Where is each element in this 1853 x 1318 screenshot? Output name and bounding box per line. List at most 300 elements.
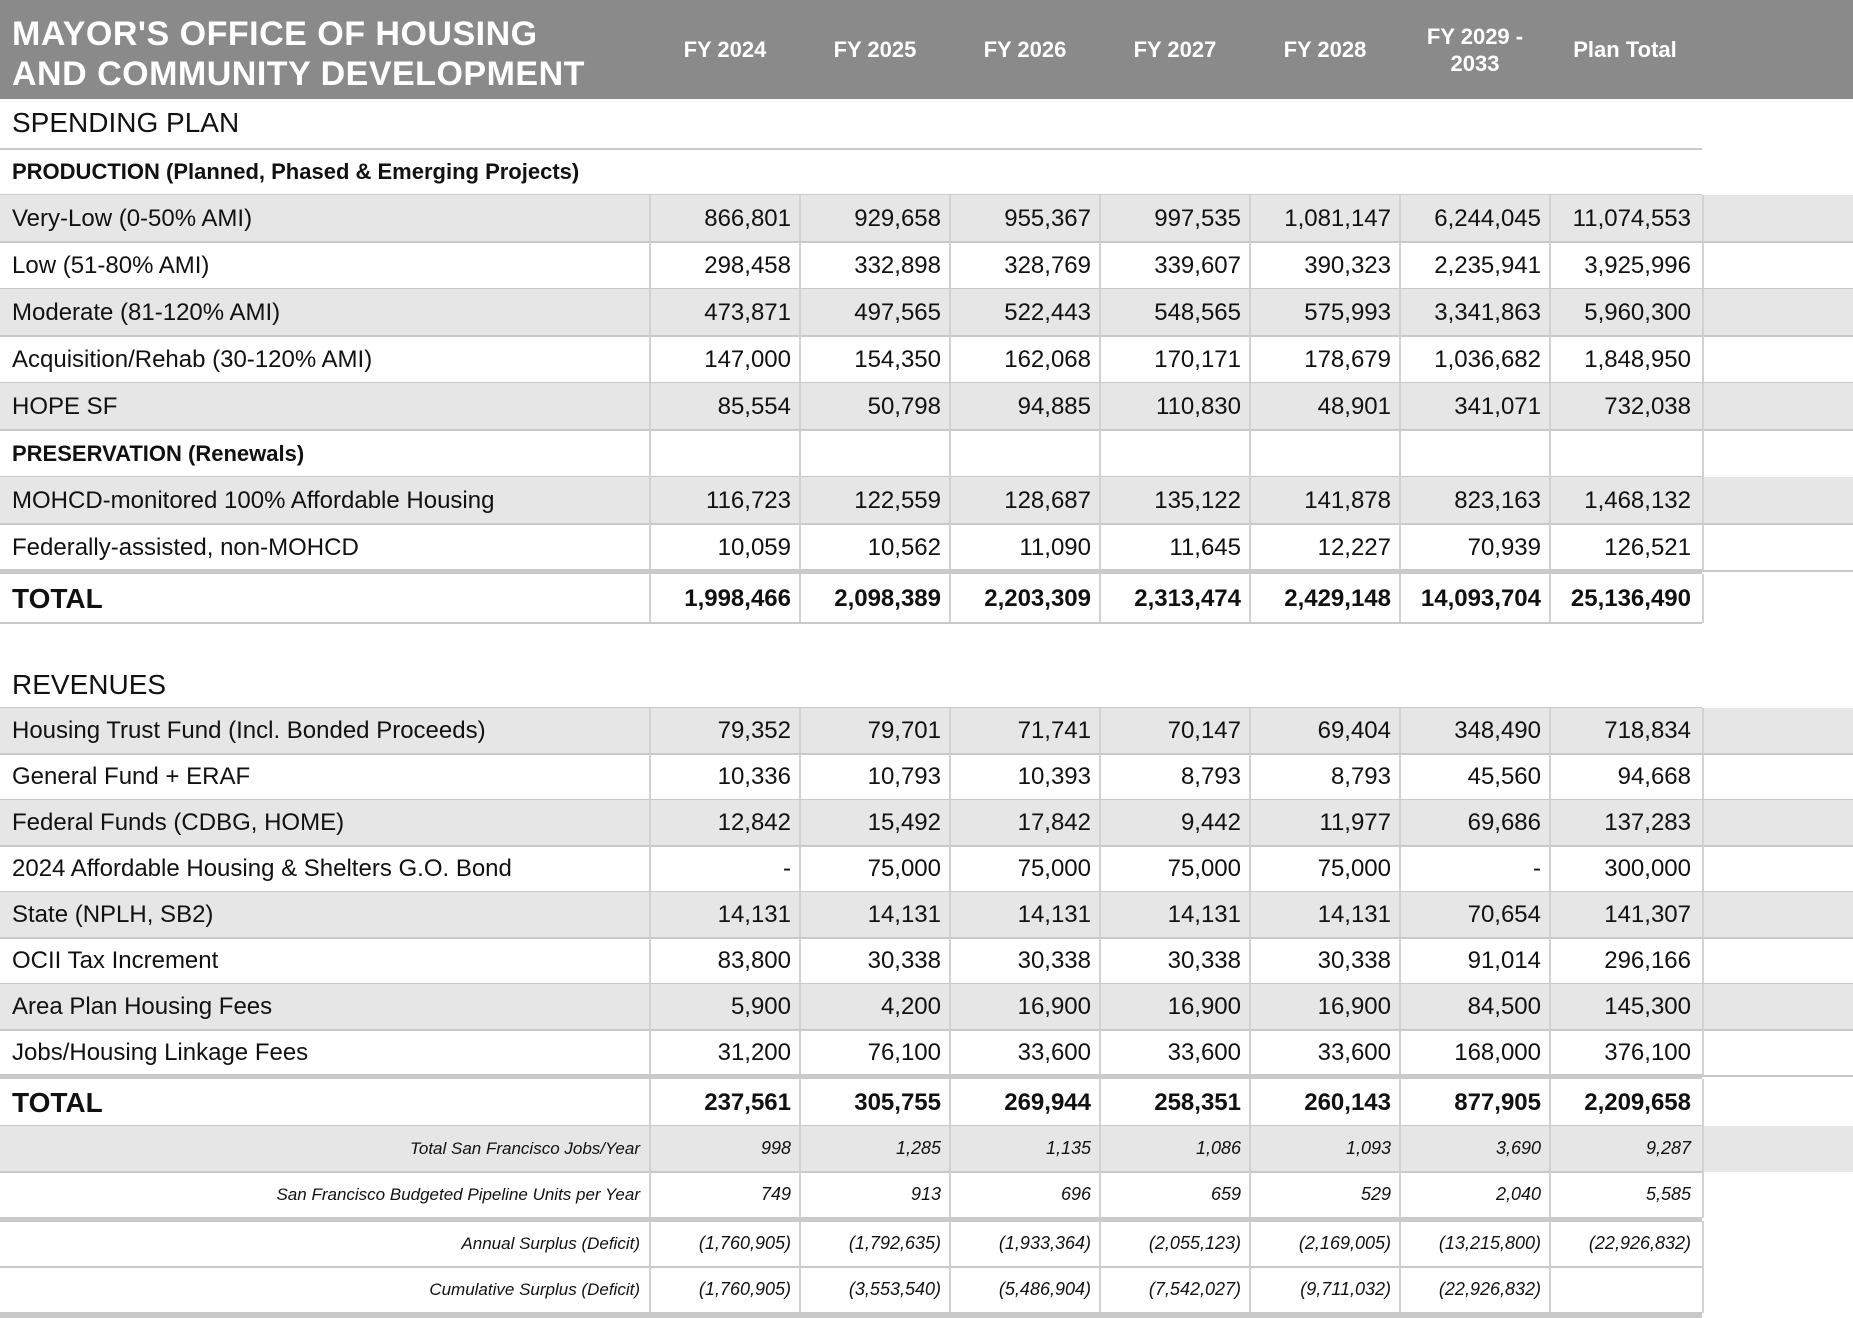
table-cell: 30,338	[1017, 947, 1091, 974]
column-divider	[799, 524, 801, 571]
table-cell: 14,131	[1167, 901, 1241, 928]
row-divider	[0, 1171, 1702, 1173]
table-cell: 1,135	[1045, 1138, 1091, 1158]
column-divider	[949, 242, 951, 289]
table-cell: 2,040	[1495, 1184, 1541, 1204]
table-cell: 162,068	[1004, 345, 1091, 373]
table-cell: 10,059	[717, 533, 791, 561]
table-cell: 659	[1210, 1184, 1241, 1204]
table-cell: 14,093,704	[1420, 584, 1541, 612]
column-divider	[1399, 708, 1401, 754]
column-divider	[1399, 800, 1401, 846]
column-divider	[799, 892, 801, 938]
table-cell: 33,600	[1317, 1039, 1391, 1066]
table-cell: (1,760,905)	[698, 1233, 791, 1253]
table-cell: 79,701	[867, 717, 941, 744]
column-divider	[1099, 846, 1101, 892]
column-divider	[799, 1221, 801, 1267]
table-cell: 45,560	[1467, 763, 1541, 790]
table-cell: 575,993	[1304, 298, 1391, 326]
table-cell: 178,679	[1304, 345, 1391, 373]
column-divider	[1099, 383, 1101, 430]
column-divider	[799, 1079, 801, 1126]
column-divider	[1399, 289, 1401, 336]
column-header: FY 2029 - 2033	[1426, 23, 1524, 76]
column-divider	[649, 242, 651, 289]
table-cell: 31,200	[717, 1039, 791, 1066]
column-divider	[1399, 430, 1401, 477]
table-cell: 12,227	[1317, 533, 1391, 561]
column-divider	[649, 708, 651, 754]
column-divider	[649, 289, 651, 336]
table-cell: 296,166	[1604, 947, 1691, 974]
column-divider	[1399, 574, 1401, 623]
row-label: Cumulative Surplus (Deficit)	[429, 1280, 640, 1299]
table-cell: 1,036,682	[1434, 345, 1541, 373]
column-divider	[1549, 984, 1551, 1030]
table-cell: 147,000	[704, 345, 791, 373]
column-divider	[1249, 892, 1251, 938]
column-divider	[1099, 242, 1101, 289]
table-cell: 15,492	[867, 809, 941, 836]
column-divider	[949, 892, 951, 938]
column-divider	[649, 984, 651, 1030]
table-cell: 168,000	[1454, 1039, 1541, 1066]
column-divider	[1399, 242, 1401, 289]
table-cell: 76,100	[867, 1039, 941, 1066]
table-cell: 25,136,490	[1570, 584, 1691, 612]
column-divider	[949, 1126, 951, 1172]
column-divider	[649, 1126, 651, 1172]
column-divider	[1549, 1172, 1551, 1218]
table-cell: 258,351	[1154, 1088, 1241, 1116]
table-cell: 17,842	[1017, 809, 1091, 836]
column-divider	[1249, 289, 1251, 336]
column-divider	[1099, 574, 1101, 623]
column-divider	[799, 477, 801, 524]
row-label: OCII Tax Increment	[12, 947, 219, 974]
column-divider	[1399, 1030, 1401, 1076]
table-cell: 110,830	[1156, 392, 1241, 420]
column-divider	[1399, 1079, 1401, 1126]
table-cell: 998	[760, 1138, 791, 1158]
table-cell: 70,939	[1467, 533, 1541, 561]
column-divider	[949, 383, 951, 430]
column-divider	[1702, 336, 1704, 383]
column-divider	[1549, 574, 1551, 623]
table-cell: 71,741	[1017, 717, 1091, 744]
column-divider	[1249, 1267, 1251, 1313]
column-divider	[799, 289, 801, 336]
column-divider	[1249, 1172, 1251, 1218]
column-header: Plan Total	[1573, 37, 1677, 62]
row-label: San Francisco Budgeted Pipeline Units per Year	[276, 1185, 640, 1204]
row-divider	[0, 523, 1853, 525]
column-divider	[1702, 430, 1704, 477]
column-divider	[1702, 1172, 1704, 1218]
row-label: Federally-assisted, non-MOHCD	[12, 533, 359, 561]
table-cell: 955,367	[1004, 204, 1091, 232]
column-divider	[799, 1030, 801, 1076]
row-label: Federal Funds (CDBG, HOME)	[12, 809, 345, 836]
table-cell: (3,553,540)	[848, 1279, 941, 1299]
table-cell: 332,898	[854, 251, 941, 279]
column-divider	[1099, 1030, 1101, 1076]
table-cell: 2,209,658	[1584, 1088, 1691, 1116]
table-cell: 497,565	[854, 298, 941, 326]
column-divider	[799, 846, 801, 892]
column-divider	[1702, 1126, 1704, 1172]
column-divider	[799, 1172, 801, 1218]
column-divider	[1249, 1126, 1251, 1172]
column-divider	[1249, 846, 1251, 892]
column-divider	[1702, 892, 1704, 938]
column-divider	[1549, 938, 1551, 984]
column-divider	[1549, 524, 1551, 571]
column-divider	[1702, 289, 1704, 336]
row-divider	[0, 148, 1702, 150]
column-divider	[1549, 336, 1551, 383]
column-divider	[1099, 938, 1101, 984]
column-divider	[649, 1030, 651, 1076]
table-cell: 823,163	[1454, 486, 1541, 514]
column-header: FY 2026	[983, 37, 1067, 62]
column-divider	[1099, 1172, 1101, 1218]
table-cell: 14,131	[867, 901, 941, 928]
column-divider	[1702, 846, 1704, 892]
row-divider	[0, 335, 1853, 337]
table-cell: 69,686	[1467, 809, 1541, 836]
bottom-rule	[0, 1313, 1702, 1318]
column-divider	[649, 846, 651, 892]
column-divider	[1399, 336, 1401, 383]
column-divider	[1399, 477, 1401, 524]
table-cell: 913	[910, 1184, 941, 1204]
table-cell: (9,711,032)	[1300, 1279, 1391, 1299]
column-divider	[1399, 846, 1401, 892]
column-divider	[799, 1126, 801, 1172]
table-cell: 5,585	[1645, 1184, 1691, 1204]
column-divider	[1099, 1221, 1101, 1267]
column-divider	[1702, 1267, 1704, 1313]
row-label: State (NPLH, SB2)	[12, 901, 214, 928]
table-cell: 70,147	[1167, 717, 1241, 744]
table-cell: 718,834	[1604, 717, 1691, 744]
row-label: Low (51-80% AMI)	[12, 251, 210, 279]
column-divider	[1249, 430, 1251, 477]
row-label: Housing Trust Fund (Incl. Bonded Proceeds)	[12, 717, 486, 744]
table-cell: 300,000	[1604, 855, 1691, 882]
column-divider	[949, 984, 951, 1030]
row-label: Total San Francisco Jobs/Year	[410, 1139, 640, 1158]
table-cell: 8,793	[1180, 763, 1241, 790]
total-rule	[0, 1074, 1702, 1079]
row-divider	[0, 429, 1853, 431]
row-divider	[0, 622, 1702, 624]
column-divider	[799, 195, 801, 242]
column-divider	[1249, 574, 1251, 623]
table-cell: 339,607	[1154, 251, 1241, 279]
column-divider	[949, 524, 951, 571]
row-divider	[0, 937, 1853, 939]
table-cell: 10,793	[867, 763, 941, 790]
column-divider	[1702, 524, 1704, 571]
row-divider	[0, 1266, 1702, 1268]
table-cell: 328,769	[1004, 251, 1091, 279]
row-label: Area Plan Housing Fees	[12, 993, 273, 1020]
table-cell: 14,131	[1317, 901, 1391, 928]
column-divider	[799, 430, 801, 477]
table-cell: 69,404	[1317, 717, 1391, 744]
column-divider	[1249, 938, 1251, 984]
total-rule	[0, 569, 1702, 574]
table-cell: 16,900	[1017, 993, 1091, 1020]
column-divider	[1702, 1030, 1704, 1076]
section-heading: REVENUES	[12, 669, 167, 700]
table-cell: 91,014	[1467, 947, 1541, 974]
column-divider	[1549, 754, 1551, 800]
table-cell: 1,848,950	[1584, 345, 1691, 373]
column-divider	[949, 938, 951, 984]
column-divider	[1249, 195, 1251, 242]
column-divider	[1099, 708, 1101, 754]
table-cell: 2,313,474	[1134, 584, 1241, 612]
table-cell: 3,690	[1495, 1138, 1541, 1158]
table-cell: 877,905	[1454, 1088, 1541, 1116]
table-cell: 376,100	[1604, 1039, 1691, 1066]
table-cell: 50,798	[867, 392, 941, 420]
subsection-heading: PRODUCTION (Planned, Phased & Emerging Projects)	[12, 159, 580, 184]
table-cell: 145,300	[1604, 993, 1691, 1020]
column-divider	[1099, 800, 1101, 846]
column-divider	[949, 708, 951, 754]
table-cell: 1,285	[895, 1138, 941, 1158]
row-label: Annual Surplus (Deficit)	[461, 1234, 640, 1253]
table-cell: (22,926,832)	[1588, 1233, 1691, 1253]
table-cell: 12,842	[717, 809, 791, 836]
column-divider	[799, 383, 801, 430]
column-divider	[1249, 383, 1251, 430]
column-header: FY 2028	[1283, 37, 1367, 62]
surplus-rule	[0, 1217, 1702, 1222]
column-divider	[1702, 938, 1704, 984]
table-cell: 2,235,941	[1434, 251, 1541, 279]
table-cell: 11,977	[1319, 809, 1391, 836]
column-divider	[949, 800, 951, 846]
table-cell: (1,760,905)	[698, 1279, 791, 1299]
table-cell: 260,143	[1304, 1088, 1391, 1116]
column-divider	[1702, 708, 1704, 754]
table-cell: (13,215,800)	[1438, 1233, 1541, 1253]
row-divider	[0, 1029, 1853, 1031]
table-cell: 866,801	[704, 204, 791, 232]
table-cell: 298,458	[704, 251, 791, 279]
column-divider	[1099, 1079, 1101, 1126]
table-cell: 30,338	[1167, 947, 1241, 974]
column-divider	[799, 574, 801, 623]
column-divider	[1399, 938, 1401, 984]
column-divider	[1549, 1079, 1551, 1126]
table-cell: 137,283	[1604, 809, 1691, 836]
column-divider	[1549, 800, 1551, 846]
column-divider	[1549, 846, 1551, 892]
column-divider	[949, 1030, 951, 1076]
column-divider	[1549, 195, 1551, 242]
table-cell: 5,900	[730, 993, 791, 1020]
column-divider	[649, 938, 651, 984]
column-divider	[1099, 1126, 1101, 1172]
column-divider	[1099, 195, 1101, 242]
table-cell: 390,323	[1304, 251, 1391, 279]
column-divider	[649, 1172, 651, 1218]
table-cell: 75,000	[1317, 855, 1391, 882]
column-divider	[1249, 708, 1251, 754]
column-divider	[949, 1267, 951, 1313]
column-divider	[1099, 524, 1101, 571]
table-cell: 11,645	[1169, 533, 1241, 561]
table-cell: 473,871	[704, 298, 791, 326]
table-cell: 10,562	[867, 533, 941, 561]
table-cell: 5,960,300	[1584, 298, 1691, 326]
section-heading: SPENDING PLAN	[12, 107, 240, 138]
column-divider	[1249, 524, 1251, 571]
table-cell: 548,565	[1154, 298, 1241, 326]
column-divider	[1099, 477, 1101, 524]
column-divider	[1702, 984, 1704, 1030]
column-divider	[1249, 336, 1251, 383]
row-label: HOPE SF	[12, 392, 118, 420]
column-divider	[649, 892, 651, 938]
column-divider	[649, 754, 651, 800]
table-cell: 48,901	[1317, 392, 1391, 420]
table-cell: 14,131	[717, 901, 791, 928]
column-divider	[799, 754, 801, 800]
column-divider	[649, 430, 651, 477]
column-divider	[949, 754, 951, 800]
column-divider	[1099, 754, 1101, 800]
table-cell: 11,090	[1019, 533, 1091, 561]
row-label: MOHCD-monitored 100% Affordable Housing	[12, 486, 495, 514]
column-divider	[1249, 800, 1251, 846]
column-divider	[649, 336, 651, 383]
table-cell: (2,169,005)	[1298, 1233, 1391, 1253]
table-cell: (1,792,635)	[848, 1233, 941, 1253]
row-label: Jobs/Housing Linkage Fees	[12, 1039, 309, 1066]
table-cell: 348,490	[1454, 717, 1541, 744]
table-cell: 305,755	[854, 1088, 941, 1116]
table-cell: 16,900	[1167, 993, 1241, 1020]
column-divider	[1702, 574, 1704, 623]
column-divider	[1249, 1221, 1251, 1267]
table-cell: (2,055,123)	[1148, 1233, 1241, 1253]
table-cell: 79,352	[717, 717, 791, 744]
column-divider	[649, 1079, 651, 1126]
column-divider	[1399, 383, 1401, 430]
column-divider	[1099, 289, 1101, 336]
table-cell: 2,098,389	[834, 584, 941, 612]
column-divider	[1399, 524, 1401, 571]
table-cell: 94,885	[1017, 392, 1091, 420]
column-divider	[799, 1267, 801, 1313]
table-cell: 1,093	[1345, 1138, 1391, 1158]
column-divider	[949, 1079, 951, 1126]
column-divider	[1702, 242, 1704, 289]
table-cell: (22,926,832)	[1438, 1279, 1541, 1299]
column-divider	[649, 800, 651, 846]
table-cell: 269,944	[1004, 1088, 1091, 1116]
column-divider	[949, 289, 951, 336]
table-cell: 3,341,863	[1434, 298, 1541, 326]
row-label: TOTAL	[12, 1086, 103, 1118]
column-divider	[949, 1221, 951, 1267]
table-cell: 732,038	[1604, 392, 1691, 420]
column-divider	[1549, 430, 1551, 477]
column-divider	[649, 195, 651, 242]
subsection-heading: PRESERVATION (Renewals)	[12, 440, 305, 466]
table-cell: 116,723	[706, 486, 791, 514]
row-divider	[0, 845, 1853, 847]
table-cell: 141,307	[1604, 901, 1691, 928]
column-divider	[1702, 800, 1704, 846]
column-divider	[1549, 1267, 1551, 1313]
column-divider	[949, 574, 951, 623]
table-cell: 1,468,132	[1584, 486, 1691, 514]
table-cell: 529	[1360, 1184, 1391, 1204]
table-cell: 170,171	[1154, 345, 1241, 373]
table-cell: 135,122	[1154, 486, 1241, 514]
column-header: FY 2025	[833, 37, 917, 62]
column-divider	[649, 574, 651, 623]
table-cell: 3,925,996	[1584, 251, 1691, 279]
row-label: 2024 Affordable Housing & Shelters G.O. Bond	[12, 855, 512, 882]
table-cell: (1,933,364)	[998, 1233, 1091, 1253]
column-divider	[1702, 1221, 1704, 1267]
column-divider	[1099, 430, 1101, 477]
table-cell: 128,687	[1004, 486, 1091, 514]
table-cell: 30,338	[867, 947, 941, 974]
table-cell: 154,350	[854, 345, 941, 373]
column-divider	[1549, 1221, 1551, 1267]
table-cell: 75,000	[1167, 855, 1241, 882]
column-divider	[1399, 1267, 1401, 1313]
column-divider	[649, 1267, 651, 1313]
table-cell: 33,600	[1167, 1039, 1241, 1066]
column-divider	[1702, 1079, 1704, 1126]
column-divider	[949, 336, 951, 383]
column-header: FY 2024	[683, 37, 767, 62]
column-divider	[1549, 708, 1551, 754]
table-cell: 10,393	[1017, 763, 1091, 790]
column-divider	[649, 1221, 651, 1267]
table-cell: 522,443	[1004, 298, 1091, 326]
row-label: Moderate (81-120% AMI)	[12, 298, 281, 326]
table-cell: 8,793	[1330, 763, 1391, 790]
column-divider	[1399, 1172, 1401, 1218]
column-divider	[949, 846, 951, 892]
table-cell: 4,200	[880, 993, 941, 1020]
row-label: TOTAL	[12, 582, 103, 614]
table-cell: 122,559	[854, 486, 941, 514]
table-cell: 75,000	[867, 855, 941, 882]
table-cell: 749	[760, 1184, 791, 1204]
column-divider	[1702, 383, 1704, 430]
table-cell: -	[1533, 855, 1541, 882]
table-cell: 6,244,045	[1434, 204, 1541, 232]
table-cell: 75,000	[1017, 855, 1091, 882]
column-divider	[1399, 1221, 1401, 1267]
column-divider	[799, 708, 801, 754]
column-divider	[1702, 195, 1704, 242]
